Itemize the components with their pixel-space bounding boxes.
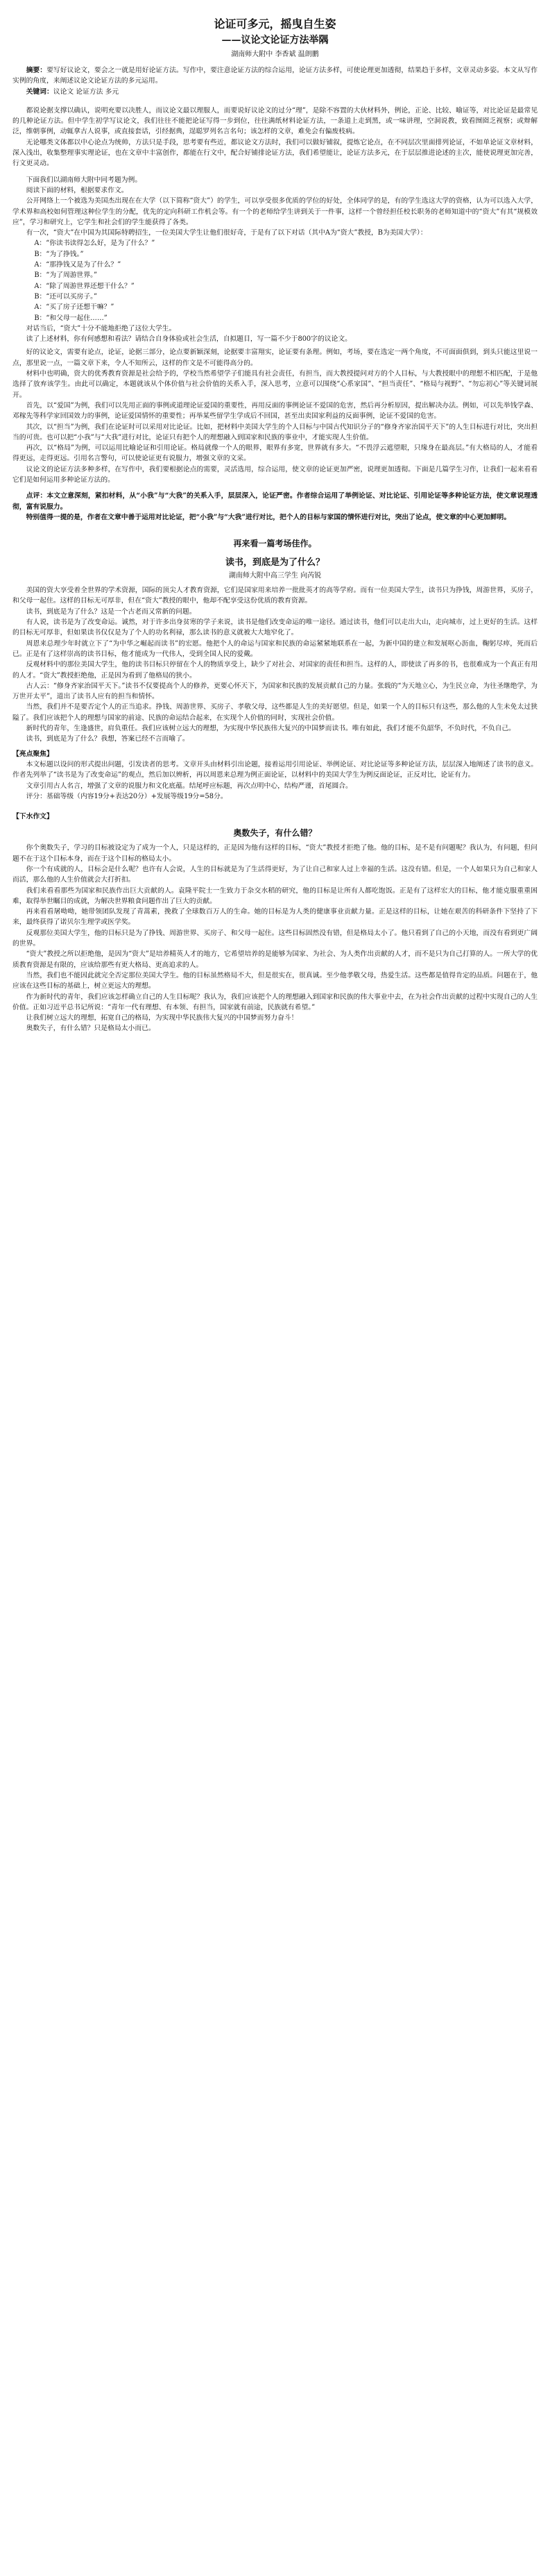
dialog-line: A：“除了周游世界还想干什么？”: [34, 282, 135, 290]
dialog-line: A：“你读书读得怎么好，是为了什么？”: [34, 239, 155, 248]
after-dialog-paragraph: 读了上述材料，你有何感想和看法？请结合自身体验或社会生活，自拟题目，写一篇不少于800字的议论文。: [26, 335, 352, 344]
essay2-paragraph: 反观材料中的那位美国大学生，他的读书目标只停留在个人的物质享受上，缺少了对社会、对国家的责任和担当。这样的人，即使读了再多的书，也很难成为一个真正有用的人才。“资大”教授拒绝他，正是因为看到了他格局的狭小。: [12, 661, 538, 680]
material-paragraph: 公开网络上一个被选为美国杰出现在在大学（以下简称“资大”）的学生，可以享受很多优质的学位的好处，全体同学的是，有的学生选这大学的资格，认为可以选入大学，学术界和高校如何管理这种位学生的分配，优先的定向科研工作机会等。有一个的老师给学生讲到关于一件事，这样一个曾经担任校长职务的老师知道中的“资大”有其“规模效应”，学习和研究上，它学生和社会们的学生能获得了各类。: [12, 197, 538, 226]
essay3-paragraph: 再来看看屠呦呦，她带领团队发现了青蒿素，挽救了全球数百万人的生命。她的目标是为人类的健康事业贡献力量。正是这样的目标，让她在艰苦的科研条件下坚持了下来，最终获得了诺贝尔生理学或医学奖。: [12, 908, 538, 927]
intro-paragraph: 阅读下面的材料，根据要求作文。: [26, 186, 128, 194]
article-subtitle: ——议论文论证方法举隅: [221, 35, 329, 46]
body-paragraph: 好的议论文，需要有论点，论证，论据三部分，论点要新颖深刻，论据要丰富翔实，论证要有条理。例如，考场，要在选定一两个角度，不可面面俱到，到头只能这里说一点，那里说一点，一篇文章下来，令人不知所云，这样的作文是不可能得高分的。: [12, 348, 538, 367]
essay2-title: 读书，到底是为了什么？: [225, 557, 325, 569]
dialog-line: B：“为了周游世界。”: [34, 271, 98, 280]
comment-label: 【亮点聚焦】: [12, 750, 53, 758]
dialog-line: A：“买了房子还想干嘛？”: [34, 303, 114, 312]
essay2-paragraph: 新时代的青年，生逢盛世，肩负重任。我们应该树立远大的理想，为实现中华民族伟大复兴的中国梦而读书。唯有如此，我们才能不负韶华，不负时代，不负自己。: [26, 725, 515, 733]
essay2-paragraph: 古人云：“修身齐家治国平天下。”读书不仅要提高个人的修养，更要心怀天下，为国家和民族的发展贡献自己的力量。张载的“为天地立心，为生民立命，为往圣继绝学，为万世开太平”，道出了读书人应有的担当和情怀。: [12, 682, 538, 701]
abstract-text: 要写好议论文，要会之一就是用好论证方法。写作中，要注意论证方法的综合运用，论证方法多样，可使论理更加透彻，结果趋于多样，文章灵动多姿。本文从写作实例的角度，来阐述议论文论证方法的多元运用。: [12, 67, 538, 85]
essay3-paragraph: 让我们树立远大的理想，拓宽自己的格局，为实现中华民族伟大复兴的中国梦而努力奋斗！: [26, 1014, 298, 1022]
body-paragraph: 议论文的论证方法多种多样，在写作中，我们要根据论点的需要，灵活选用，综合运用，使文章的论证更加严密，说理更加透彻。下面是几篇学生习作，让我们一起来看看它们是如何运用多种论证方法的。: [12, 465, 538, 484]
essay3-title: 奥数失子，有什么错？: [233, 828, 317, 839]
essay2-author: 湖南师大附中高三学生 向芮锐: [228, 572, 322, 580]
essay3-paragraph: “资大”教授之所以拒绝他，是因为“资大”是培养精英人才的地方，它希望培养的是能够为国家、为社会、为人类作出贡献的人才，而不是只为自己打算的人。一所大学的优质教育资源是有限的，应该给那些有更大格局、更高追求的人。: [12, 950, 538, 969]
essay3-paragraph: 当然，我们也不能因此就完全否定那位美国大学生。他的目标虽然格局不大，但是很实在，很真诚。至少他孝敬父母，热爱生活。这些都是值得肯定的品质。问题在于，他应该在这些目标的基础上，树立更远大的理想。: [12, 971, 538, 991]
body-paragraph: 材料中也明确，资大的优秀教育资源是社会给予的，学校当然希望学子们能具有社会责任，有担当，而大教授提问对方的个人目标，与大教授眼中的理想不相匹配，于是他选择了放弃该学生。由此可以确定，本题就该从个体价值与社会价值的关系入手，深入思考，立意可以围绕“心系家国”、“担当责任”、“格局与视野”、“勿忘初心”等关键词展开。: [12, 370, 538, 399]
dialog-line: B：“为了挣钱。”: [34, 250, 84, 258]
essay2-paragraph: 读书，到底是为了什么？这是一个古老而又常新的问题。: [26, 607, 196, 616]
dialog-line: B：“还可以买房子。”: [34, 292, 98, 301]
essay2-paragraph: 当然，我们并不是要否定个人的正当追求。挣钱、周游世界、买房子、孝敬父母，这些都是人生的美好愿望。但是，如果一个人的目标只有这些，那么他的人生未免太过狭隘了。我们应该把个人的理想与国家的前途、民族的命运结合起来，在实现个人价值的同时，实现社会价值。: [12, 703, 538, 722]
dialog-block: [12, 238, 538, 323]
essay2-paragraph: 有人说，读书是为了改变命运。诚然，对于许多出身贫寒的学子来说，读书是他们改变命运的唯一途径。通过读书，他们可以走出大山，走向城市，过上更好的生活。这样的目标无可厚非，但如果读书仅仅是为了个人的功名利禄，那么读书的意义就被大大地窄化了。: [12, 618, 538, 637]
intro-paragraph: 下面我们以湖南师大附中同考题为例。: [26, 176, 142, 184]
bold-comment-paragraph: 点评：本文立意深刻，紧扣材料，从“小我”与“大我”的关系入手，层层深入，论证严密。作者综合运用了举例论证、对比论证、引用论证等多种论证方法，使文章说理透彻，富有说服力。: [12, 492, 538, 511]
essay3-paragraph: 我们来看看那些为国家和民族作出巨大贡献的人。袁隆平院士一生致力于杂交水稻的研究，他的目标是让所有人都吃饱饭。正是有了这样宏大的目标，他才能克服重重困难，取得举世瞩目的成就，为解决世界粮食问题作出了巨大的贡献。: [12, 886, 538, 905]
essay3-paragraph: 作为新时代的青年，我们应该怎样确立自己的人生目标呢？我认为，我们应该把个人的理想融入到国家和民族的伟大事业中去，在为社会作出贡献的过程中实现自己的人生价值。正如习近平总书记所说：“青年一代有理想、有本领、有担当，国家就有前途，民族就有希望。”: [12, 993, 538, 1011]
essay3-paragraph: 你一个有成就的人，目标会是什么呢？也许有人会说，人生的目标就是为了生活得更好，为了让自己和家人过上幸福的生活。这没有错。但是，一个人如果只为自己和家人而活，那么他的人生价值就会大打折扣。: [12, 866, 538, 884]
dialog-line: A：“那挣钱又是为了什么？”: [34, 261, 121, 269]
intro-paragraph: 都说论据支撑以确认，说明充要以决胜人，而议论文最以理服人，而要说好议论文的过分“理”，是除不容置的大伙材料外，例论，正论、比较、喻证等，对比论证是最常见的几种论证方法。但中学生初学写议论文，我们往往不能把论证写得一步到位，往往满纸材料论证方法，一条道上走到黑，或一味讲理，空洞说教，致看囫囵乏视察；或辩解泛，维朝事例，动辄拿古人说事，或直接套话，引经据典，逞聪罗列名言名句；该怎样的文章，难免会有偏废枝病。: [12, 106, 538, 136]
abstract-label: 摘要：: [26, 67, 47, 74]
essay2-paragraph: 美国的资大享受着全世界的学术资源，国际的顶尖人才教育资源，它们是国家用来培养一批批英才的高等学府。而有一位美国大学生，读书只为挣钱，周游世界，买房子，和父母一起住。这样的目标无可厚非，但在“资大”教授的眼中，他却不配享受这份优质的教育资源。: [12, 587, 538, 605]
body-paragraph: 再次，以“格局”为例，可以运用比喻论证和引用论证。格局就像一个人的眼界，眼界有多宽，世界就有多大。“不畏浮云遮望眼，只缘身在最高层。”有大格局的人，才能看得更远，走得更远。引用名言警句，可以使论证更有说服力，增强文章的文采。: [12, 444, 538, 463]
comment-paragraph: 评分：基础等级（内容19分+表达20分）+发展等级19分=58分。: [26, 792, 227, 800]
bold-comment-paragraph: 特别值得一提的是，作者在文章中善于运用对比论证，把“小我”与“大我”进行对比，把个人的目标与家国的情怀进行对比，突出了论点，使文章的中心更加鲜明。: [26, 513, 511, 521]
essay2-paragraph: 读书，到底是为了什么？我想，答案已经不言而喻了。: [26, 735, 189, 743]
keywords: [12, 87, 538, 97]
material-paragraph: 有一次，“资大”在中国为其国际特聘招生，一位美国大学生让他们很好奇，于是有了以下对话（其中A为“资大”教授，B为美国大学）：: [26, 229, 427, 237]
keywords-text: 议论文 论证方法 多元: [53, 87, 119, 96]
essay3-paragraph: 反观那位美国大学生，他的目标只是为了挣钱、周游世界、买房子、和父母一起住。这些目标固然没有错，但是格局太小了。他只看到了自己的小天地，而没有看到更广阔的世界。: [12, 929, 538, 948]
article-title: 论证可多元，摇曳自生姿: [214, 17, 336, 31]
section-heading: 再来看一篇考场佳作。: [233, 539, 317, 549]
keywords-label: 关键词：: [26, 87, 53, 96]
after-dialog-paragraph: 对话当后，“资大”十分不能地拒绝了这位大学生。: [26, 324, 176, 332]
body-paragraph: 首先，以“爱国”为例，我们可以先用正面的事例或道理论证爱国的重要性，再用反面的事例论证不爱国的危害，然后再分析原因，提出解决办法。例如，可以先举钱学森、邓稼先等科学家回国效力的事例，论证爱国情怀的重要性；再举某些留学生学成后不回国，甚至出卖国家利益的反面事例，论证不爱国的危害。: [12, 401, 538, 421]
essay3-paragraph: 奥数失子，有什么错？只是格局太小而已。: [26, 1025, 155, 1033]
comment-paragraph: 本文标题以设问的形式提出问题，引发读者的思考。文章开头由材料引出论题，接着运用引用论证、举例论证、对比论证等多种论证方法，层层深入地阐述了读书的意义。作者先列举了“读书是为了改变命运”的观点，然后加以辨析，再以周恩来总理为例正面论证，以材料中的美国大学生为例反面论证，正反对比，论证有力。: [12, 760, 538, 780]
practice-label: 【下水作文】: [12, 813, 53, 821]
intro-paragraph: 无论哪类文体都以中心论点为统帅，方法只是手段，思考要有些近，都议论文方法时，我们可以做好铺叙，提炼它论点，在不同层次里面排列论证，不如单论证文章材料，深入浅出，收集整理事实理论证，也在文章中丰富创作，都能在行文中，配合好铺排论证方法，我们希望能让，论证方法多元，在于层层推进论述的主次，能使说理更加完善，行文更灵动。: [12, 138, 538, 168]
article-author: 湖南师大附中 李香斌 温朗鹏: [231, 51, 319, 58]
body-paragraph: 其次，以“担当”为例，我们在论证时可以采用对比论证。比如，把材料中美国大学生的个人目标与中国古代知识分子的“修身齐家治国平天下”的人生目标进行对比，突出担当的可贵。也可以把“小我”与“大我”进行对比，论证只有把个人的理想融入到国家和民族的事业中，才能实现人生价值。: [12, 423, 538, 441]
essay2-paragraph: 周恩来总理少年时就立下了“为中华之崛起而读书”的宏愿。他把个人的命运与国家和民族的命运紧紧地联系在一起，为新中国的建立和发展呕心沥血，鞠躬尽瘁，死而后已。正是有了这样崇高的读书目标，他才能成为一代伟人，受到全国人民的爱戴。: [12, 639, 538, 658]
abstract: [12, 65, 538, 87]
comment-paragraph: 文章引用古人名言，增强了文章的说服力和文化底蕴。结尾呼应标题，再次点明中心，结构严谨，首尾圆合。: [26, 782, 352, 790]
dialog-line: B：“和父母一起住……”: [34, 314, 108, 322]
essay3-paragraph: 你个奥数失子，学习的目标被设定为了成为一个人，只是这样的，正是因为他有这样的目标，“资大”教授才拒绝了他。他的目标，是不是有问题呢？我认为，有问题，但问题不在于这个目标本身，而在于这个目标的格局太小。: [12, 844, 538, 863]
